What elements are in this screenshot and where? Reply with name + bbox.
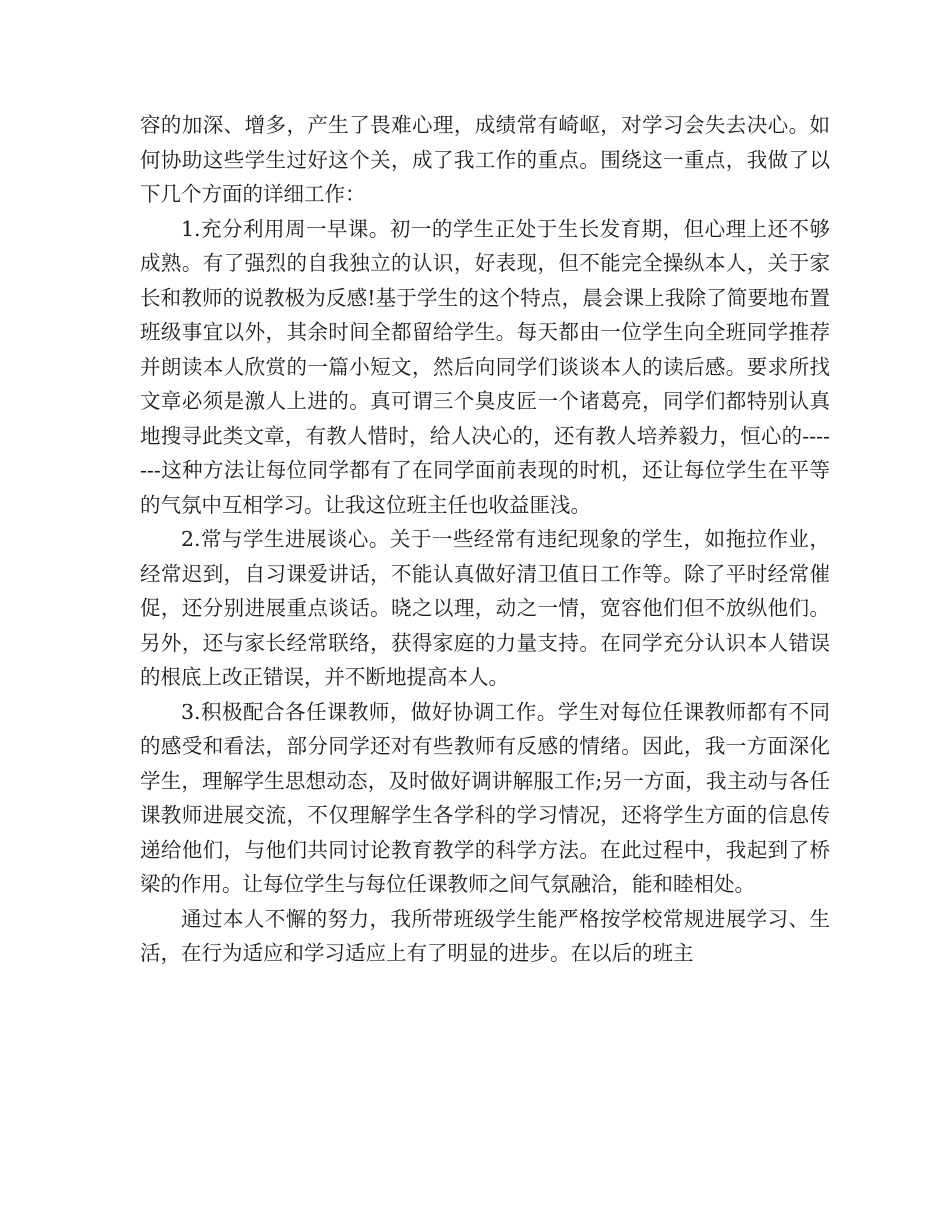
paragraph-item-2: 2.常与学生进展谈心。关于一些经常有违纪现象的学生，如拖拉作业，经常迟到，自习课爱讲话，不能认真做好清卫值日工作等。除了平时经常催促，还分别进展重点谈话。晓之以理，动之一情，宽容他们但不放纵他们。另外，还与家长经常联络，获得家庭的力量支持。在同学充分认识本人错误的根底上改正错误，并不断地提高本人。 [140,527,830,689]
document-body [140,108,830,971]
paragraph-conclusion: 通过本人不懈的努力，我所带班级学生能严格按学校常规进展学习、生活，在行为适应和学习适应上有了明显的进步。在以后的班主 [140,906,830,965]
paragraph-continuation: 容的加深、增多，产生了畏难心理，成绩常有崎岖，对学习会失去决心。如何协助这些学生过好这个关，成了我工作的重点。围绕这一重点，我做了以下几个方面的详细工作： [140,113,830,206]
paragraph-item-1: 1.充分利用周一早课。初一的学生正处于生长发育期，但心理上还不够成熟。有了强烈的自我独立的认识，好表现，但不能完全操纵本人，关于家长和教师的说教极为反感!基于学生的这个特点，晨会课上我除了简要地布置班级事宜以外，其余时间全都留给学生。每天都由一位学生向全班同学推荐并朗读本人欣赏的一篇小短文，然后向同学们谈谈本人的读后感。要求所找文章必须是激人上进的。真可谓三个臭皮匠一个诸葛亮，同学们都特别认真地搜寻此类文章，有教人惜时，给人决心的，还有教人培养毅力，恒心的-------这种方法让每位同学都有了在同学面前表现的时机，还让每位学生在平等的气氛中互相学习。让我这位班主任也收益匪浅。 [140,216,830,517]
paragraph-item-3: 3.积极配合各任课教师，做好协调工作。学生对每位任课教师都有不同的感受和看法，部分同学还对有些教师有反感的情绪。因此，我一方面深化学生，理解学生思想动态，及时做好调讲解服工作;另一方面，我主动与各任课教师进展交流，不仅理解学生各学科的学习情况，还将学生方面的信息传递给他们，与他们共同讨论教育教学的科学方法。在此过程中，我起到了桥梁的作用。让每位学生与每位任课教师之间气氛融洽，能和睦相处。 [140,699,830,896]
